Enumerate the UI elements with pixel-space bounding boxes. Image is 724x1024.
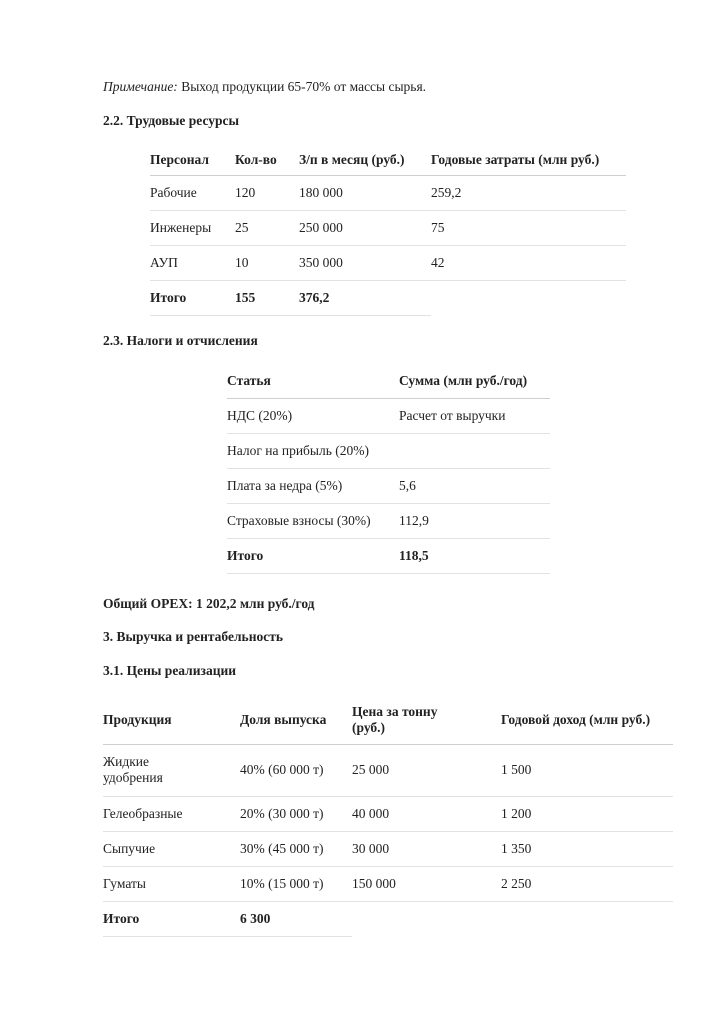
column-header: Годовой доход (млн руб.) — [501, 697, 673, 744]
column-header: Продукция — [103, 697, 240, 744]
table-cell: 350 000 — [299, 245, 431, 280]
table-cell: Итого — [227, 538, 399, 573]
table-cell: 30 000 — [352, 831, 501, 866]
table-cell: 25 000 — [352, 744, 501, 796]
table-cell: Сыпучие — [103, 831, 240, 866]
table-cell: 30% (45 000 т) — [240, 831, 352, 866]
table-row — [103, 866, 673, 901]
table-cell-empty — [501, 901, 673, 936]
table-cell: 5,6 — [399, 468, 550, 503]
table-cell: 1 350 — [501, 831, 673, 866]
note-label: Примечание: — [103, 79, 178, 94]
table-row — [103, 796, 673, 831]
table-total-row — [150, 280, 626, 315]
table-header-row — [103, 697, 673, 744]
table-row — [227, 468, 550, 503]
table-cell: 20% (30 000 т) — [240, 796, 352, 831]
table-row — [103, 744, 673, 796]
table-cell: 25 — [235, 210, 299, 245]
table-cell — [399, 433, 550, 468]
table-cell: Итого — [103, 901, 240, 936]
table-row — [227, 503, 550, 538]
note-paragraph — [103, 79, 426, 95]
table-cell: 10 — [235, 245, 299, 280]
table-cell: 1 500 — [501, 744, 673, 796]
table-header-row — [227, 365, 550, 398]
table-row — [227, 433, 550, 468]
column-header: Годовые затраты (млн руб.) — [431, 145, 626, 175]
table-cell: 42 — [431, 245, 626, 280]
table-cell: 155 — [235, 280, 299, 315]
note-text: Выход продукции 65-70% от массы сырья. — [177, 79, 427, 94]
opex-summary: Общий OPEX: 1 202,2 млн руб./год — [103, 596, 315, 611]
table-cell: Плата за недра (5%) — [227, 468, 399, 503]
labor-table — [150, 145, 626, 316]
table-total-row — [103, 901, 673, 936]
column-header: Сумма (млн руб./год) — [399, 365, 550, 398]
section-heading-3: 3. Выручка и рентабельность — [103, 629, 283, 644]
table-cell: 120 — [235, 175, 299, 210]
table-row — [227, 398, 550, 433]
table-cell: Налог на прибыль (20%) — [227, 433, 399, 468]
prices-table — [103, 697, 673, 937]
table-cell: 75 — [431, 210, 626, 245]
table-cell: 6 300 — [240, 901, 352, 936]
table-cell: 118,5 — [399, 538, 550, 573]
column-header: Статья — [227, 365, 399, 398]
column-header: З/п в месяц (руб.) — [299, 145, 431, 175]
section-heading-2-2: 2.2. Трудовые ресурсы — [103, 113, 240, 128]
table-cell: Рабочие — [150, 175, 235, 210]
table-cell: Жидкие удобрения — [103, 744, 240, 796]
table-cell: 10% (15 000 т) — [240, 866, 352, 901]
table-cell: 1 200 — [501, 796, 673, 831]
table-cell: НДС (20%) — [227, 398, 399, 433]
column-header: Кол-во — [235, 145, 299, 175]
column-header: Цена за тонну (руб.) — [352, 697, 501, 744]
column-header: Доля выпуска — [240, 697, 352, 744]
table-row — [150, 245, 626, 280]
table-cell: Гелеобразные — [103, 796, 240, 831]
table-row — [103, 831, 673, 866]
table-cell-empty — [431, 280, 626, 315]
table-cell: Расчет от выручки — [399, 398, 550, 433]
table-cell: АУП — [150, 245, 235, 280]
column-header: Персонал — [150, 145, 235, 175]
section-heading-3-1: 3.1. Цены реализации — [103, 663, 237, 678]
table-cell: Итого — [150, 280, 235, 315]
table-cell: 376,2 — [299, 280, 431, 315]
table-total-row — [227, 538, 550, 573]
table-cell: 150 000 — [352, 866, 501, 901]
table-cell: 40% (60 000 т) — [240, 744, 352, 796]
table-cell: Гуматы — [103, 866, 240, 901]
table-cell: 40 000 — [352, 796, 501, 831]
table-cell-empty — [352, 901, 501, 936]
table-cell: 112,9 — [399, 503, 550, 538]
table-cell: 250 000 — [299, 210, 431, 245]
taxes-table — [227, 365, 550, 574]
table-row — [150, 210, 626, 245]
table-header-row — [150, 145, 626, 175]
table-row — [150, 175, 626, 210]
table-cell: 2 250 — [501, 866, 673, 901]
table-cell: Инженеры — [150, 210, 235, 245]
table-cell: 180 000 — [299, 175, 431, 210]
table-cell: Страховые взносы (30%) — [227, 503, 399, 538]
table-cell: 259,2 — [431, 175, 626, 210]
section-heading-2-3: 2.3. Налоги и отчисления — [103, 333, 258, 348]
